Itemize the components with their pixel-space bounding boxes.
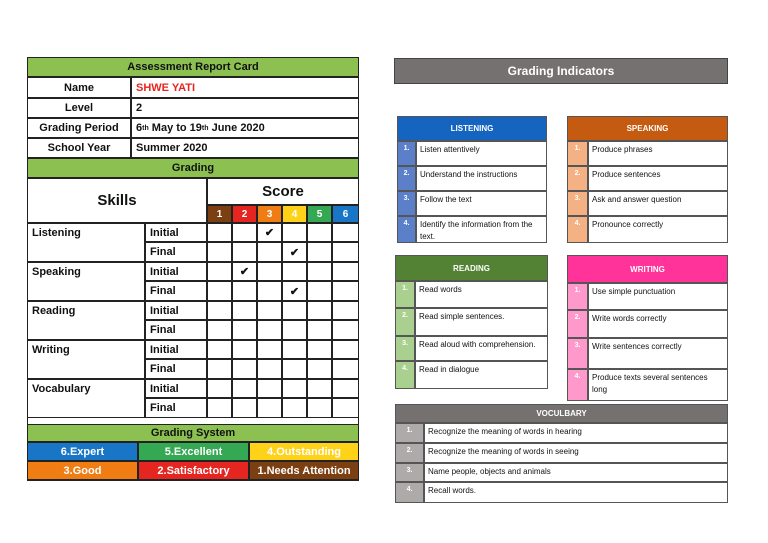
score-cell <box>257 320 282 340</box>
period-text-c: June 2020 <box>208 122 265 134</box>
score-cell <box>307 359 332 379</box>
indicator-item: Read in dialogue <box>415 361 548 389</box>
indicator-item: Write sentences correctly <box>588 338 728 369</box>
indicator-item: Recognize the meaning of words in hearing <box>424 423 728 443</box>
score-cell <box>282 379 307 398</box>
score-cell <box>282 281 307 301</box>
period-text-a: 6 <box>136 122 143 134</box>
score-cell <box>207 320 232 340</box>
score-cell <box>282 242 307 262</box>
score-cell <box>332 242 359 262</box>
indicator-number: 1. <box>397 141 416 166</box>
score-cell <box>207 242 232 262</box>
indicator-number: 2. <box>395 443 424 463</box>
level-value: 2 <box>131 98 359 118</box>
stage-label: Final <box>145 359 207 379</box>
speaking-header: SPEAKING <box>567 116 728 141</box>
name-label: Name <box>27 77 131 98</box>
grading-system-item: 4.Outstanding <box>249 442 359 461</box>
stage-label: Initial <box>145 301 207 320</box>
score-cell <box>307 262 332 281</box>
skill-label: Writing <box>27 340 145 379</box>
indicator-item: Produce phrases <box>588 141 728 166</box>
score-cell <box>307 340 332 359</box>
year-label: School Year <box>27 138 131 158</box>
stage-label: Final <box>145 281 207 301</box>
period-sup-a: th <box>142 124 149 132</box>
grading-header: Grading <box>27 158 359 178</box>
score-cell <box>257 301 282 320</box>
score-cell <box>232 340 257 359</box>
score-cell <box>257 262 282 281</box>
checkmark-icon: ✔ <box>289 246 300 259</box>
score-cell <box>282 340 307 359</box>
score-cell <box>307 242 332 262</box>
indicator-number: 3. <box>397 191 416 216</box>
score-cell <box>332 223 359 242</box>
indicator-number: 2. <box>395 308 415 336</box>
indicator-item: Produce texts several sentences long <box>588 369 728 401</box>
score-cell <box>332 281 359 301</box>
indicator-number: 1. <box>395 423 424 443</box>
indicator-number: 1. <box>567 141 588 166</box>
stage-label: Initial <box>145 262 207 281</box>
score-cell <box>332 320 359 340</box>
period-text-b: May to 19 <box>148 122 202 134</box>
score-cell <box>257 398 282 418</box>
checkmark-icon: ✔ <box>289 285 300 298</box>
score-col-3: 3 <box>257 205 282 223</box>
indicator-item: Recognize the meaning of words in seeing <box>424 443 728 463</box>
stage-label: Final <box>145 320 207 340</box>
score-cell <box>282 320 307 340</box>
score-cell <box>232 398 257 418</box>
score-cell <box>232 223 257 242</box>
score-cell <box>257 281 282 301</box>
score-cell <box>332 340 359 359</box>
score-cell <box>257 340 282 359</box>
indicator-number: 4. <box>567 216 588 243</box>
skill-label: Vocabulary <box>27 379 145 418</box>
score-cell <box>282 262 307 281</box>
score-col-4: 4 <box>282 205 307 223</box>
score-cell <box>207 340 232 359</box>
score-cell <box>232 281 257 301</box>
indicator-item: Read simple sentences. <box>415 308 548 336</box>
score-cell <box>257 223 282 242</box>
indicator-item: Ask and answer question <box>588 191 728 216</box>
indicators-title: Grading Indicators <box>394 58 728 84</box>
indicator-item: Name people, objects and animals <box>424 463 728 482</box>
score-cell <box>332 262 359 281</box>
score-cell <box>207 379 232 398</box>
indicator-number: 4. <box>397 216 416 243</box>
indicator-item: Identify the information from the text. <box>416 216 547 243</box>
score-cell <box>332 398 359 418</box>
indicator-number: 1. <box>395 281 415 308</box>
skill-label: Reading <box>27 301 145 340</box>
score-cell <box>332 301 359 320</box>
indicator-number: 3. <box>395 463 424 482</box>
indicator-item: Use simple punctuation <box>588 283 728 310</box>
score-cell <box>307 398 332 418</box>
indicator-item: Read words <box>415 281 548 308</box>
score-cell <box>307 301 332 320</box>
indicator-item: Read aloud with comprehension. <box>415 336 548 361</box>
indicator-item: Understand the instructions <box>416 166 547 191</box>
stage-label: Initial <box>145 340 207 359</box>
skill-label: Speaking <box>27 262 145 301</box>
indicator-number: 4. <box>395 482 424 503</box>
score-cell <box>282 301 307 320</box>
indicator-item: Listen attentively <box>416 141 547 166</box>
indicator-number: 2. <box>397 166 416 191</box>
indicator-item: Pronounce correctly <box>588 216 728 243</box>
indicator-number: 2. <box>567 310 588 338</box>
score-cell <box>332 359 359 379</box>
skill-label: Listening <box>27 223 145 262</box>
score-col-2: 2 <box>232 205 257 223</box>
name-value: SHWE YATI <box>131 77 359 98</box>
score-cell <box>307 379 332 398</box>
score-cell <box>232 242 257 262</box>
indicator-number: 4. <box>395 361 415 389</box>
score-col-5: 5 <box>307 205 332 223</box>
score-cell <box>282 398 307 418</box>
period-sup-b: th <box>201 124 209 132</box>
score-cell <box>207 281 232 301</box>
grading-system-item: 5.Excellent <box>138 442 249 461</box>
indicator-number: 3. <box>567 338 588 369</box>
score-cell <box>207 301 232 320</box>
checkmark-icon: ✔ <box>264 227 275 239</box>
stage-label: Initial <box>145 379 207 398</box>
reading-header: READING <box>395 255 548 281</box>
period-value <box>131 118 359 138</box>
skills-header: Skills <box>27 178 207 223</box>
score-cell <box>257 242 282 262</box>
stage-label: Final <box>145 242 207 262</box>
indicator-number: 4. <box>567 369 588 401</box>
grading-system-item: 1.Needs Attention <box>249 461 359 480</box>
indicator-item: Follow the text <box>416 191 547 216</box>
score-col-1: 1 <box>207 205 232 223</box>
level-label: Level <box>27 98 131 118</box>
listening-header: LISTENING <box>397 116 547 141</box>
score-cell <box>232 379 257 398</box>
score-cell <box>207 398 232 418</box>
score-cell <box>307 223 332 242</box>
score-cell <box>282 359 307 379</box>
score-cell <box>257 359 282 379</box>
period-label: Grading Period <box>27 118 131 138</box>
year-value: Summer 2020 <box>131 138 359 158</box>
grading-system-item: 6.Expert <box>27 442 138 461</box>
stage-label: Final <box>145 398 207 418</box>
indicator-item: Write words correctly <box>588 310 728 338</box>
score-cell <box>307 320 332 340</box>
score-header: Score <box>207 178 359 205</box>
indicator-item: Produce sentences <box>588 166 728 191</box>
grading-system-item: 2.Satisfactory <box>138 461 249 480</box>
indicator-number: 2. <box>567 166 588 191</box>
grading-system-item: 3.Good <box>27 461 138 480</box>
score-cell <box>207 223 232 242</box>
indicator-number: 1. <box>567 283 588 310</box>
grading-system-header: Grading System <box>27 424 359 442</box>
score-cell <box>207 262 232 281</box>
score-cell <box>232 262 257 281</box>
vocab-header: VOCULBARY <box>395 404 728 423</box>
score-cell <box>232 359 257 379</box>
score-cell <box>332 379 359 398</box>
indicator-number: 3. <box>395 336 415 361</box>
score-cell <box>307 281 332 301</box>
writing-header: WRITING <box>567 255 728 283</box>
score-cell <box>232 301 257 320</box>
score-cell <box>257 379 282 398</box>
indicator-item: Recall words. <box>424 482 728 503</box>
score-cell <box>207 359 232 379</box>
score-col-6: 6 <box>332 205 359 223</box>
checkmark-icon: ✔ <box>239 266 250 278</box>
indicator-number: 3. <box>567 191 588 216</box>
stage-label: Initial <box>145 223 207 242</box>
card-title: Assessment Report Card <box>27 57 359 77</box>
score-cell <box>232 320 257 340</box>
score-cell <box>282 223 307 242</box>
